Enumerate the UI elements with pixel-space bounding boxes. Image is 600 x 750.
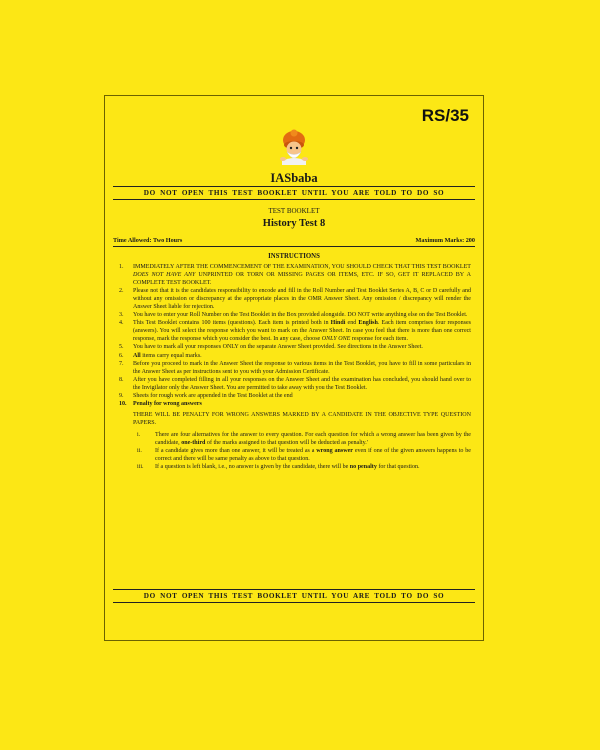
warning-banner-top: DO NOT OPEN THIS TEST BOOKLET UNTIL YOU ARE TOLD TO DO SO: [143, 189, 445, 197]
maximum-marks: Maximum Marks: 200: [415, 237, 475, 244]
divider: [113, 199, 475, 200]
instruction-item-penalty: 10. Penalty for wrong answers: [119, 400, 202, 407]
penalty-rule: i. There are four alternatives for the answer to every question. For each question for which a wrong answer has been given by the candidate, one-third of the marks assigned to that question will be deducted as penalty.': [137, 431, 471, 446]
divider: [113, 602, 475, 603]
instruction-item: 2. Please not that it is the candidates responsibility to encode and fill in the Roll Number and Test Booklet Series A, B, C or D carefully and without any omission or discrepancy at the appropriate places in the OMR Answer Sheet. Any omission / discrepancy will render the Answer Sheet liable for rejection.: [119, 288, 471, 311]
mascot-logo-icon: [274, 127, 314, 167]
instructions-list: [119, 263, 471, 471]
instruction-item: 8. After you have completed filling in all your responses on the Answer Sheet and the examination has concluded, you should hand over to the Invigilator only the Answer Sheet. You are permitted to take away with you the Test Booklet.: [119, 376, 471, 391]
instruction-item: 9. Sheets for rough work are appended in the Test Booklet at the end: [119, 392, 293, 399]
instruction-item: 7. Before you proceed to mark in the Answer Sheet the response to various items in the Test Booklet, you have to fill in some particulars in the Answer Sheet as per instructions sent to you with your Admission Certificate.: [119, 360, 471, 375]
instruction-item: 4. This Test Booklet contains 100 items (questions). Each item is printed both in Hindi end English. Each item comprises four responses (answers). You will select the response which you want to mark on the Answer Sheet. In case you feel that there is more than one correct response, mark the response which you consider the best. In any case, choose ONLY ONE response for each item.: [119, 320, 471, 343]
exam-meta-row: [113, 237, 475, 244]
penalty-rule: iii. If a question is left blank, i.e., no answer is given by the candidate, there will be no penalty for that question.: [137, 464, 420, 471]
penalty-note: THERE WILL BE PENALTY FOR WRONG ANSWERS MARKED BY A CANDIDATE IN THE OBJECTIVE TYPE QUESTION PAPERS.: [133, 411, 471, 426]
test-booklet-cover: [104, 95, 484, 641]
warning-banner-bottom: DO NOT OPEN THIS TEST BOOKLET UNTIL YOU ARE TOLD TO DO SO: [143, 592, 445, 600]
divider: [113, 246, 475, 247]
divider: [113, 589, 475, 590]
instruction-item: 1. IMMEDIATELY AFTER THE COMMENCEMENT OF THE EXAMINATION, YOU SHOULD CHECK THAT THIS TEST BOOKLET DOES NOT HAVE ANY UNPRINTED OR TORN OR MISSING PAGES OR ITEMS, ETC. IF SO, GET IT REPLACED BY A COMPLETE TEST BOOKLET.: [119, 264, 471, 287]
instructions-heading: INSTRUCTIONS: [268, 253, 320, 260]
time-allowed: Time Allowed: Two Hours: [113, 237, 183, 244]
brand-name: IASbaba: [270, 171, 318, 185]
test-title: History Test 8: [262, 218, 326, 229]
instruction-item: 3. You have to enter your Roll Number on the Test Booklet in the Box provided alongside. DO NOT write anything else on the Test Booklet.: [119, 312, 468, 319]
booklet-label: TEST BOOKLET: [268, 207, 320, 215]
divider: [113, 186, 475, 187]
instruction-item: 6. All items carry equal marks.: [119, 352, 202, 359]
instruction-item: 5. You have to mark all your responses ONLY on the separate Answer Sheet provided. See directions in the Answer Sheet.: [119, 344, 423, 351]
penalty-rule: ii. If a candidate gives more than one answer, it will be treated as a wrong answer even if one of the given answers happens to be correct and there will be same penalty as above to that question.: [137, 448, 471, 463]
booklet-code: RS/35: [421, 106, 469, 125]
